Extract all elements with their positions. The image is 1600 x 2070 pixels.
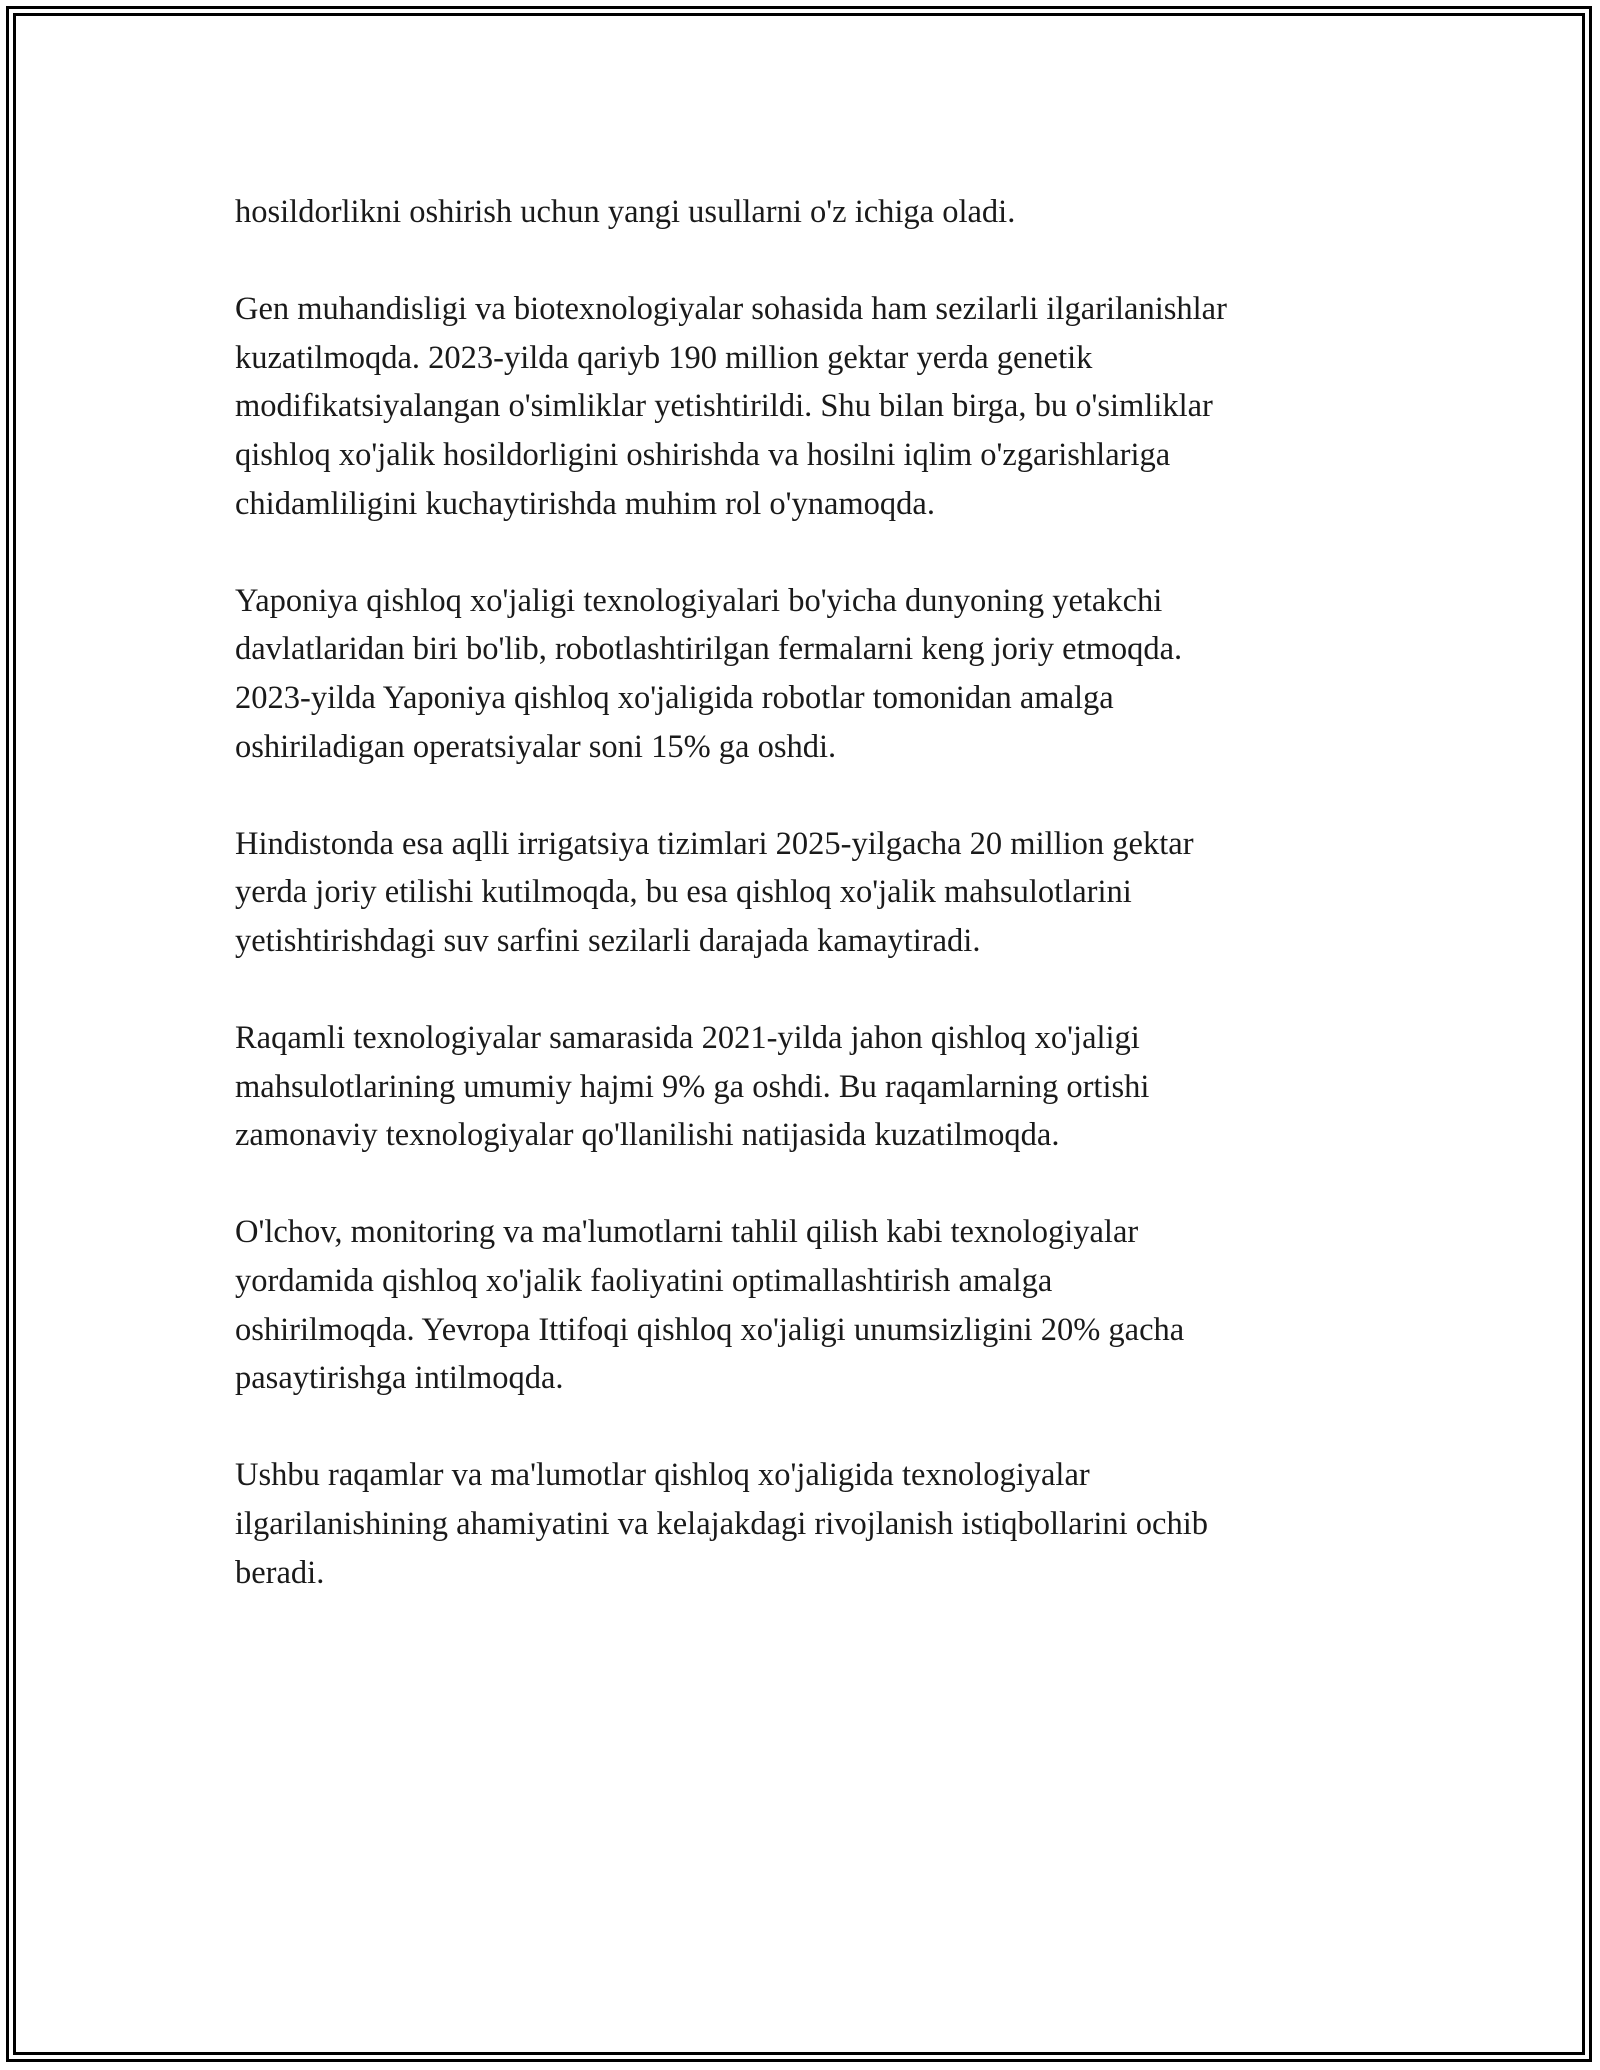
text-line: yordamida qishloq xo'jalik faoliyatini optimallashtirish amalga <box>235 1263 1053 1300</box>
document-body <box>235 188 1395 1597</box>
paragraph <box>235 820 1395 966</box>
text-line: mahsulotlarining umumiy hajmi 9% ga oshdi. Bu raqamlarning ortishi <box>235 1068 1150 1105</box>
text-line: ilgarilanishining ahamiyatini va kelajakdagi rivojlanish istiqbollarini ochib <box>235 1506 1208 1543</box>
text-line: Hindistonda esa aqlli irrigatsiya tizimlari 2025-yilgacha 20 million gektar <box>235 825 1194 862</box>
text-line: zamonaviy texnologiyalar qo'llanilishi natijasida kuzatilmoqda. <box>235 1117 1060 1154</box>
text-line: Gen muhandisligi va biotexnologiyalar sohasida ham sezilarli ilgarilanishlar <box>235 291 1227 328</box>
text-line: O'lchov, monitoring va ma'lumotlarni tahlil qilish kabi texnologiyalar <box>235 1214 1139 1251</box>
text-line: modifikatsiyalangan o'simliklar yetishtirildi. Shu bilan birga, bu o'simliklar <box>235 388 1213 425</box>
text-line: pasaytirishga intilmoqda. <box>235 1360 564 1397</box>
text-line: chidamliligini kuchaytirishda muhim rol o'ynamoqda. <box>235 485 935 522</box>
text-line: qishloq xo'jalik hosildorligini oshirishda va hosilni iqlim o'zgarishlariga <box>235 436 1171 473</box>
text-line: oshirilmoqda. Yevropa Ittifoqi qishloq xo'jaligi unumsizligini 20% gacha <box>235 1311 1185 1348</box>
paragraph <box>235 285 1395 528</box>
text-line: Yaponiya qishloq xo'jaligi texnologiyalari bo'yicha dunyoning yetakchi <box>235 582 1163 619</box>
paragraph <box>235 1451 1395 1597</box>
text-line: beradi. <box>235 1554 325 1591</box>
paragraph <box>235 1014 1395 1160</box>
text-line: hosildorlikni oshirish uchun yangi usullarni o'z ichiga oladi. <box>235 194 1016 230</box>
text-line: kuzatilmoqda. 2023-yilda qariyb 190 million gektar yerda genetik <box>235 339 1093 376</box>
text-line: Ushbu raqamlar va ma'lumotlar qishloq xo'jaligida texnologiyalar <box>235 1457 1090 1494</box>
paragraph <box>235 1208 1395 1402</box>
text-line: 2023-yilda Yaponiya qishloq xo'jaligida robotlar tomonidan amalga <box>235 679 1114 716</box>
paragraph <box>235 188 1395 237</box>
text-line: yetishtirishdagi suv sarfini sezilarli darajada kamaytiradi. <box>235 922 981 959</box>
text-line: davlatlaridan biri bo'lib, robotlashtirilgan fermalarni keng joriy etmoqda. <box>235 631 1183 668</box>
text-line: Raqamli texnologiyalar samarasida 2021-yilda jahon qishloq xo'jaligi <box>235 1020 1140 1057</box>
text-line: yerda joriy etilishi kutilmoqda, bu esa qishloq xo'jalik mahsulotlarini <box>235 874 1132 911</box>
text-line: oshiriladigan operatsiyalar soni 15% ga oshdi. <box>235 728 837 765</box>
paragraph <box>235 577 1395 771</box>
